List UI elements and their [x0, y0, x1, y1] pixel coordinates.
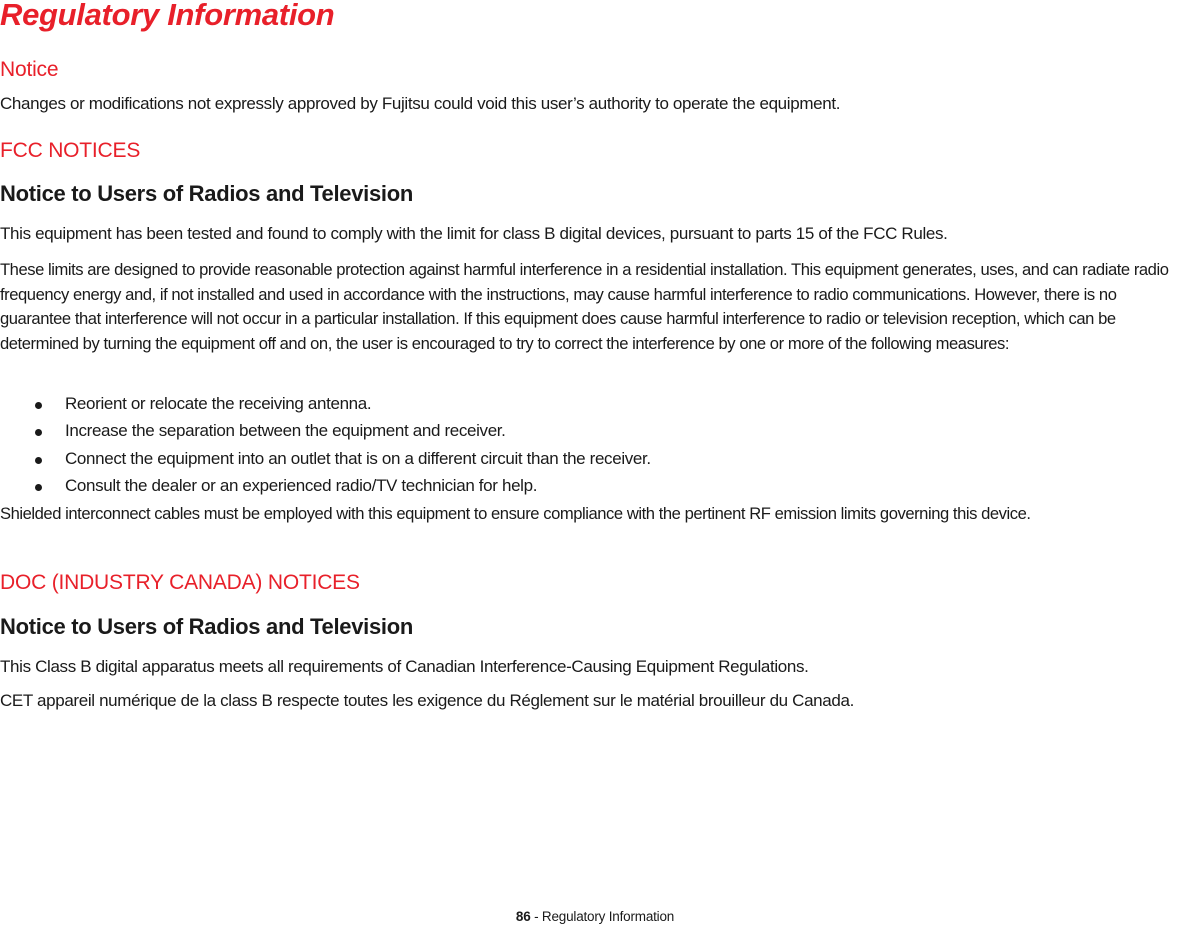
doc-subheading: Notice to Users of Radios and Television	[0, 614, 414, 639]
list-item-text: Connect the equipment into an outlet that is on a different circuit than the receiver.	[65, 448, 651, 468]
list-item	[0, 474, 651, 501]
bullet-icon	[35, 484, 42, 491]
fcc-paragraph-1: This equipment has been tested and found to comply with the limit for class B digital devices, pursuant to parts 15 of the FCC Rules.	[0, 224, 948, 243]
notice-text: Changes or modifications not expressly approved by Fujitsu could void this user’s authority to operate the equipment.	[0, 94, 841, 113]
notice-heading: Notice	[0, 58, 59, 81]
footer-separator: -	[530, 909, 542, 924]
list-item-text: Consult the dealer or an experienced radio/TV technician for help.	[65, 475, 538, 495]
fcc-paragraph-3: Shielded interconnect cables must be employed with this equipment to ensure compliance with the pertinent RF emission limits governing this device.	[0, 504, 1031, 523]
page-footer	[0, 909, 1190, 924]
page-number: 86	[515, 909, 531, 924]
bullet-icon	[35, 457, 42, 464]
list-item	[0, 447, 651, 474]
bullet-icon	[35, 402, 42, 409]
list-item-text: Reorient or relocate the receiving antenna.	[65, 394, 372, 413]
fcc-subheading: Notice to Users of Radios and Television	[0, 181, 414, 206]
list-item-text: Increase the separation between the equipment and receiver.	[65, 421, 506, 441]
footer-section-title: Regulatory Information	[541, 909, 675, 924]
fcc-paragraph-2: These limits are designed to provide reasonable protection against harmful interference in a residential installation. This equipment generates, uses, and can radiate radio frequency energy and, if not installed and used in accordance with the instructions, may cause harmful interference to radio communications. However, there is no guarantee that interference will not occur in a particular installation. If this equipment does cause harmful interference to radio or television reception, which can be determined by turning the equipment off and on, the user is encouraged to try to correct the interference by one or more of the following measures:	[0, 260, 1169, 353]
list-item	[0, 419, 651, 446]
fcc-measures-list	[0, 392, 651, 501]
fcc-heading: FCC NOTICES	[0, 139, 141, 162]
page-title: Regulatory Information	[0, 0, 335, 32]
doc-paragraph-1: This Class B digital apparatus meets all requirements of Canadian Interference-Causing Equipment Regulations.	[0, 657, 809, 676]
list-item	[0, 392, 651, 419]
doc-paragraph-2: CET appareil numérique de la class B respecte toutes les exigence du Réglement sur le matérial brouilleur du Canada.	[0, 691, 854, 710]
bullet-icon	[35, 429, 42, 436]
doc-heading: DOC (INDUSTRY CANADA) NOTICES	[0, 571, 360, 594]
